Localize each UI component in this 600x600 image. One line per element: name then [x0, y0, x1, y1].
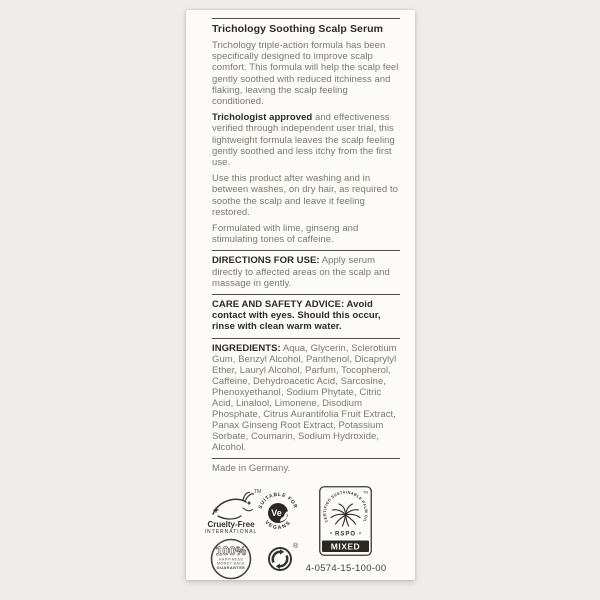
- made-in-text: Made in Germany.: [212, 462, 291, 474]
- approved-paragraph: [212, 112, 400, 168]
- label-back-panel: [186, 10, 415, 580]
- usage-paragraph: Use this product after washing and in between washes, on dry hair, as required to soothe the scalp and leave it feeling restored.: [212, 173, 398, 218]
- directions-paragraph: [212, 255, 400, 289]
- divider-care: [212, 294, 400, 295]
- rspo-grade-badge: MIXED: [330, 541, 361, 552]
- approved-bold-text: Trichologist approved: [212, 112, 313, 124]
- guarantee-line1: HAPPINESS: [218, 557, 244, 562]
- bunny-trademark: TM: [254, 489, 262, 495]
- vegan-trademark-icon: [257, 492, 299, 534]
- cruelty-free-label: [196, 520, 266, 535]
- divider-top: [212, 18, 400, 19]
- guarantee-line3: GUARANTEE: [216, 565, 246, 570]
- guarantee-percent-text: 100%: [215, 544, 247, 558]
- green-dot-registered-mark: ®: [293, 543, 299, 550]
- rspo-arc-text: CERTIFIED SUSTAINABLE PALM OIL: [321, 489, 370, 524]
- guarantee-badge-icon: [209, 538, 253, 580]
- ingredients-text: Aqua, Glycerin, Sclerotium Gum, Benzyl Alcohol, Panthenol, Dicaprylyl Ether, Lauryl Alcohol, Parfum, Tocopherol, Caffeine, Dehydroacetic Acid, Sarcosine, Phenoxyethanol, Sodium Phytate, Citric Acid, Linalool, Limonene, Disodium Phosphate, Citrus Aurantifolia Fruit Extract, Panax Ginseng Root Extract, Potassium Sorbate, Coumarin, Sodium Hydroxide, Alcohol.: [212, 342, 397, 453]
- vegan-bottom-arc-text: VEGANS: [263, 519, 293, 532]
- green-dot-icon: [267, 546, 293, 572]
- divider-directions: [212, 250, 400, 251]
- product-title: Trichology Soothing Scalp Serum: [212, 23, 384, 35]
- approved-rest-text: and effectiveness verified through independent user trial, this lightweight formula leaves the scalp feeling gently soothed and less itchy from the first use.: [212, 112, 395, 169]
- palm-tree-icon: [331, 504, 360, 526]
- divider-madein: [212, 458, 400, 459]
- rspo-icon: [319, 486, 372, 556]
- description-paragraph: Trichology triple-action formula has been specifically designed to improve scalp comfort. This formula will help the scalp feel gently soothed with reduced itchiness and flaking, leaving the scalp feeling conditioned.: [212, 40, 399, 108]
- rspo-name-text: RSPO: [334, 531, 357, 538]
- cruelty-free-name: Cruelty-Free: [207, 520, 255, 529]
- cruelty-free-subtext: INTERNATIONAL: [204, 529, 258, 535]
- divider-ingredients: [212, 338, 400, 339]
- ingredients-heading: INGREDIENTS:: [212, 342, 281, 354]
- leaping-bunny-icon: [210, 491, 254, 521]
- directions-heading: DIRECTIONS FOR USE:: [212, 255, 320, 267]
- ingredients-paragraph: [212, 343, 400, 453]
- label-text-column: [186, 10, 415, 474]
- care-advice-paragraph: CARE AND SAFETY ADVICE: Avoid contact with eyes. Should this occur, rinse with clean warm water.: [212, 299, 381, 333]
- svg-text:CERTIFIED SUSTAINABLE PALM OIL: [322, 489, 369, 523]
- rspo-trademark: TM: [362, 490, 368, 495]
- rspo-license-code: 4-0574-15-100-00: [305, 563, 387, 574]
- vegan-top-arc-text: SUITABLE FOR: [257, 492, 299, 510]
- vegan-center-text: Ve: [271, 508, 282, 518]
- formulated-paragraph: Formulated with lime, ginseng and stimulating tones of caffeine.: [212, 223, 359, 246]
- directions-text: Apply serum directly to affected areas on the scalp and massage in gently.: [212, 255, 390, 289]
- guarantee-line2: MONEY BACK: [217, 561, 245, 566]
